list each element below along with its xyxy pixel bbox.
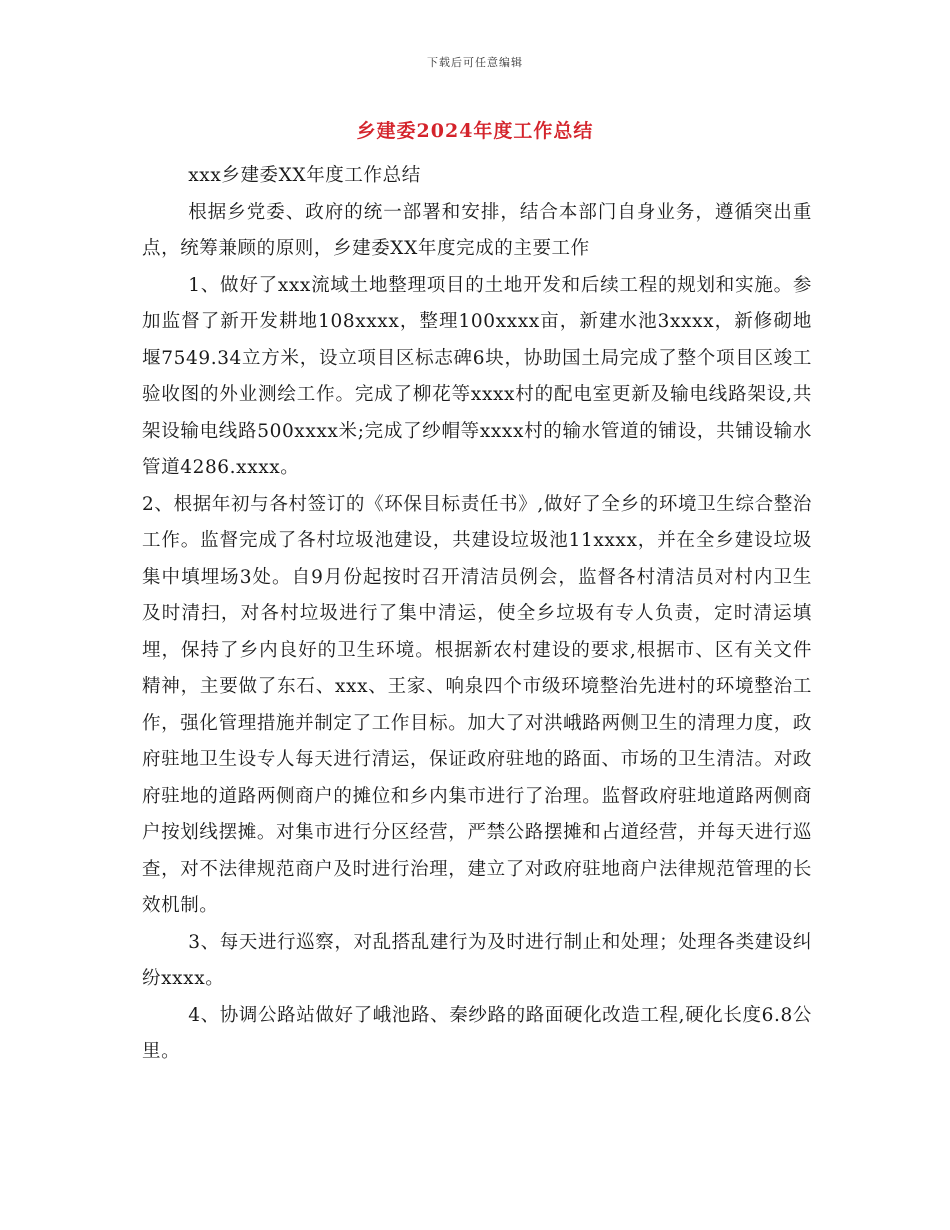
- intro-paragraph: 根据乡党委、政府的统一部署和安排，结合本部门自身业务，遵循突出重点，统筹兼顾的原则，乡建委XX年度完成的主要工作: [142, 201, 812, 259]
- subtitle-paragraph: xxx乡建委XX年度工作总结: [188, 165, 421, 186]
- item-3-paragraph: 3、每天进行巡察，对乱搭乱建行为及时进行制止和处理；处理各类建设纠纷xxxx。: [142, 931, 812, 989]
- item-2-paragraph: 2、根据年初与各村签订的《环保目标责任书》,做好了全乡的环境卫生综合整治工作。监督完成了各村垃圾池建设，共建设垃圾池11xxxx，并在全乡建设垃圾集中填埋场3处。自9月份起按时召开清洁员例会，监督各村清洁员对村内卫生及时清扫，对各村垃圾进行了集中清运，使全乡垃圾有专人负责，定时清运填埋，保持了乡内良好的卫生环境。根据新农村建设的要求,根据市、区有关文件精神，主要做了东石、xxx、王家、响泉四个市级环境整治先进村的环境整治工作，强化管理措施并制定了工作目标。加大了对洪峨路两侧卫生的清理力度，政府驻地卫生设专人每天进行清运，保证政府驻地的路面、市场的卫生清洁。对政府驻地的道路两侧商户的摊位和乡内集市进行了治理。监督政府驻地道路两侧商户按划线摆摊。对集市进行分区经营，严禁公路摆摊和占道经营，并每天进行巡查，对不法律规范商户及时进行治理，建立了对政府驻地商户法律规范管理的长效机制。: [142, 493, 812, 916]
- document-title: 乡建委2024年度工作总结: [356, 120, 594, 142]
- item-4-paragraph: 4、协调公路站做好了峨池路、秦纱路的路面硬化改造工程,硬化长度6.8公里。: [142, 1004, 812, 1062]
- document-body: [142, 158, 812, 1071]
- item-1-paragraph: 1、做好了xxx流域土地整理项目的土地开发和后续工程的规划和实施。参加监督了新开发耕地108xxxx，整理100xxxx亩，新建水池3xxxx，新修砌地堰7549.34立方米，设立项目区标志碑6块，协助国土局完成了整个项目区竣工验收图的外业测绘工作。完成了柳花等xxxx村的配电室更新及输电线路架设,共架设输电线路500xxxx米;完成了纱帽等xxxx村的输水管道的铺设，共铺设输水管道4286.xxxx。: [142, 274, 812, 478]
- header-note: 下载后可任意编辑: [427, 56, 523, 69]
